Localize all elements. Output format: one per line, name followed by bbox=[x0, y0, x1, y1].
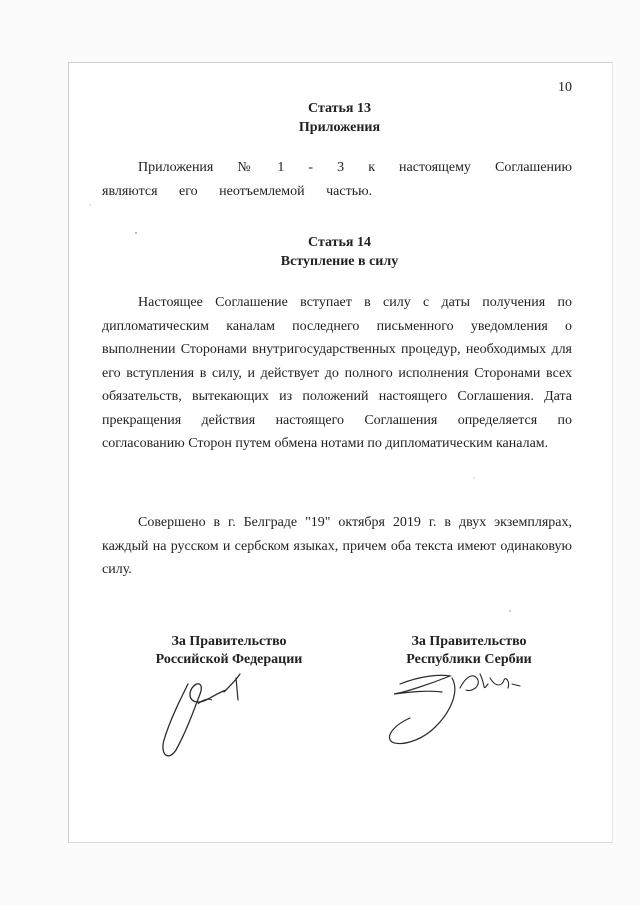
article-14-text: Настоящее Соглашение вступает в силу с даты получения по дипломатическим каналам последнего письменного уведомления о выполнении Сторонами внутригосударственных процедур, необходимых для его вступления в силу, и действует до полного исполнения Сторонами всех обязательств, вытекающих из положений настоящего Соглашения. Дата прекращения действия настоящего Соглашения определяется по согласованию Сторон путем обмена нотами по дипломатическим каналам. bbox=[102, 295, 572, 451]
article-14-subtitle: Вступление в силу bbox=[280, 254, 399, 269]
signatory-left-line1: За Правительство bbox=[171, 634, 287, 649]
article-13-subtitle: Приложения bbox=[298, 120, 381, 135]
signatory-right-line1: За Правительство bbox=[411, 634, 527, 649]
article-13-title: Статья 13 bbox=[308, 101, 371, 116]
signatory-right-line2: Республики Сербии bbox=[406, 652, 532, 667]
article-13-text: Приложения № 1 - 3 к настоящему Соглашению являются его неотъемлемой частью. bbox=[102, 160, 572, 199]
closing-text: Совершено в г. Белграде "19" октября 2019 г. в двух экземплярах, каждый на русском и сербском языках, причем оба текста имеют одинаковую силу. bbox=[102, 515, 572, 577]
page-number: 10 bbox=[558, 80, 572, 95]
article-14-title: Статья 14 bbox=[308, 235, 371, 250]
signatory-left-line2: Российской Федерации bbox=[155, 652, 303, 667]
